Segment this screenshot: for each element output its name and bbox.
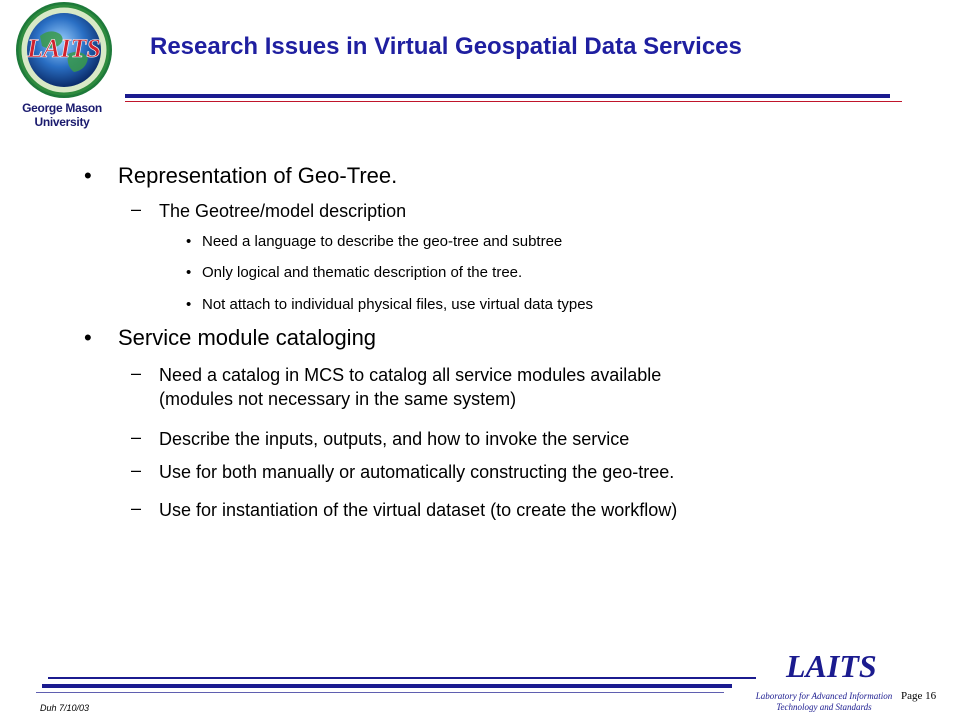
- bullet-mark: •: [186, 296, 192, 313]
- author-date: Duh 7/10/03: [40, 703, 90, 713]
- bullet-text: Service module cataloging: [118, 325, 377, 350]
- logo-caption: George Mason University: [22, 101, 102, 129]
- bullet-mark: –: [131, 199, 142, 219]
- bullet-text: Describe the inputs, outputs, and how to invoke the service: [159, 429, 630, 449]
- bullet-text: Use for instantiation of the virtual dataset (to create the workflow): [159, 500, 678, 520]
- header-rule-red: [125, 101, 902, 102]
- footer-subtitle-line1: Laboratory for Advanced Information: [755, 691, 893, 701]
- logo-text: LAITS: [27, 34, 101, 63]
- footer-subtitle: [734, 691, 914, 713]
- bullet-text: The Geotree/model description: [159, 201, 407, 221]
- footer-rule-thin: [48, 677, 756, 679]
- bullet-mark: •: [186, 233, 192, 250]
- bullet-text-continuation: (modules not necessary in the same system): [159, 389, 517, 409]
- bullet-mark: –: [131, 460, 142, 480]
- page-title: Research Issues in Virtual Geospatial Data Services: [150, 33, 742, 60]
- footer-subtitle-line2: Technology and Standards: [776, 702, 872, 712]
- bullet-text: Use for both manually or automatically constructing the geo-tree.: [159, 462, 675, 482]
- bullet-text: Need a catalog in MCS to catalog all service modules available: [159, 365, 662, 385]
- bullet-text: Not attach to individual physical files, use virtual data types: [202, 296, 594, 313]
- bullet-mark: •: [186, 264, 192, 281]
- page-number: Page 16: [901, 690, 937, 702]
- bullet-text: Representation of Geo-Tree.: [118, 163, 398, 188]
- footer-rule-bottom: [36, 692, 724, 693]
- bullet-mark: –: [131, 427, 142, 447]
- bullet-mark: –: [131, 363, 142, 383]
- bullet-mark: –: [131, 498, 142, 518]
- footer-brand: LAITS: [786, 648, 877, 684]
- bullet-text: Only logical and thematic description of the tree.: [202, 264, 523, 281]
- footer-rule-thick: [42, 684, 732, 688]
- bullet-text: Need a language to describe the geo-tree and subtree: [202, 233, 563, 250]
- bullet-mark: •: [84, 325, 92, 350]
- header-rule-blue: [125, 94, 890, 98]
- bullet-mark: •: [84, 163, 92, 188]
